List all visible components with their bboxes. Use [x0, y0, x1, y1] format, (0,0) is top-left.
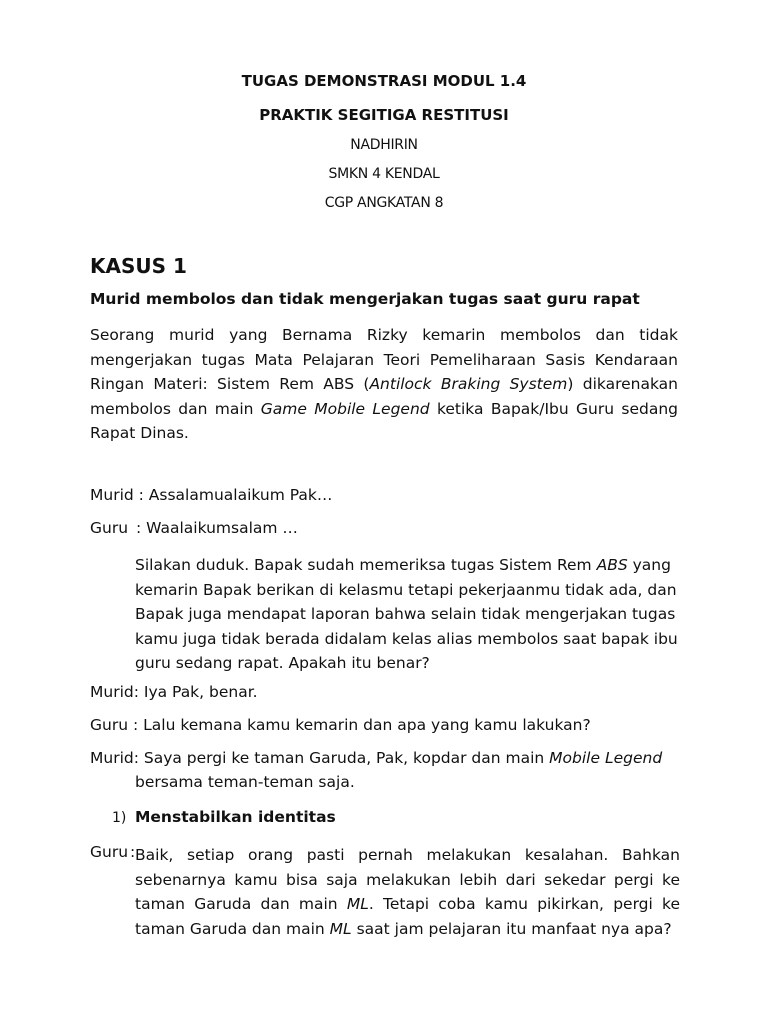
- section-number: 1): [112, 810, 127, 826]
- speaker-label: Murid: [90, 683, 134, 701]
- school-name: SMKN 4 KENDAL: [328, 166, 440, 182]
- final-text-a: Baik, setiap orang pasti pernah melakukan kesalahan. Bahkan sebenarnya kamu bisa saja melakukan lebih dari sekedar pergi ke taman Garuda dan main: [135, 846, 680, 913]
- speaker-label: Murid: [90, 749, 134, 767]
- intro-text-3: ketika Bapak/Ibu Guru sedang Rapat Dinas.: [90, 399, 678, 442]
- dialogue-text: : Waalaikumsalam …: [136, 519, 298, 537]
- intro-emphasis-1: Antilock Braking System: [369, 375, 568, 393]
- dialogue-text-a: Silakan duduk. Bapak sudah memeriksa tugas Sistem Rem: [135, 556, 597, 574]
- dialogue-text-a: : Saya pergi ke taman Garuda, Pak, kopdar dan main: [133, 749, 550, 767]
- document-subtitle: PRAKTIK SEGITIGA RESTITUSI: [259, 106, 509, 124]
- batch-label: CGP ANGKATAN 8: [324, 195, 444, 211]
- author-name: NADHIRIN: [350, 137, 418, 153]
- dialogue-text-b: yang kemarin Bapak berikan di kelasmu tetapi pekerjaanmu tidak ada, dan Bapak juga mendapat laporan bahwa selain tidak mengerjakan tugas kamu juga tidak berada didalam kelas alias membolos saat bapak ibu guru sedang rapat. Apakah itu benar?: [135, 556, 678, 672]
- case-subheading: Murid membolos dan tidak mengerjakan tugas saat guru rapat: [90, 290, 640, 308]
- final-emphasis-1: ML: [346, 895, 369, 913]
- speaker-label: Guru: [90, 519, 129, 537]
- final-dialogue-text: [135, 843, 680, 941]
- section-title: Menstabilkan identitas: [135, 808, 336, 826]
- case-description: [90, 323, 678, 446]
- document-title: TUGAS DEMONSTRASI MODUL 1.4: [241, 72, 527, 90]
- dialogue-text: : Lalu kemana kamu kemarin dan apa yang kamu lakukan?: [133, 716, 591, 734]
- dialogue-line-1: [90, 486, 332, 504]
- section-heading: [112, 808, 336, 826]
- dialogue-emphasis: ABS: [596, 556, 628, 574]
- intro-emphasis-2: Game Mobile Legend: [260, 399, 430, 418]
- dialogue-line-5: [90, 716, 591, 734]
- dialogue-line-4: [90, 683, 258, 701]
- speaker-label: Guru: [90, 716, 129, 734]
- dialogue-text: : Assalamualaikum Pak…: [138, 486, 333, 504]
- final-text-c: saat jam pelajaran itu manfaat nya apa?: [351, 919, 672, 938]
- speaker-colon: :: [130, 843, 136, 861]
- final-emphasis-2: ML: [329, 919, 352, 938]
- dialogue-line-2: [90, 519, 298, 537]
- final-speaker: [90, 843, 135, 861]
- intro-text-2: ) dikarenakan membolos dan main: [90, 375, 678, 418]
- speaker-label: Guru: [90, 843, 129, 861]
- case-heading: KASUS 1: [90, 254, 187, 278]
- dialogue-line-6: [90, 749, 662, 767]
- dialogue-emphasis: Mobile Legend: [549, 749, 663, 767]
- final-text-b: . Tetapi coba kamu pikirkan, pergi ke taman Garuda dan main: [135, 895, 680, 938]
- dialogue-line-3: [135, 553, 680, 676]
- intro-text-1: Seorang murid yang Bernama Rizky kemarin membolos dan tidak mengerjakan tugas Mata Pelajaran Teori Pemeliharaan Sasis Kendaraan Ringan Materi: Sistem Rem ABS (: [90, 326, 678, 393]
- speaker-label: Murid: [90, 486, 134, 504]
- dialogue-text: : Iya Pak, benar.: [133, 683, 258, 701]
- dialogue-line-6-continuation: bersama teman-teman saja.: [135, 773, 355, 791]
